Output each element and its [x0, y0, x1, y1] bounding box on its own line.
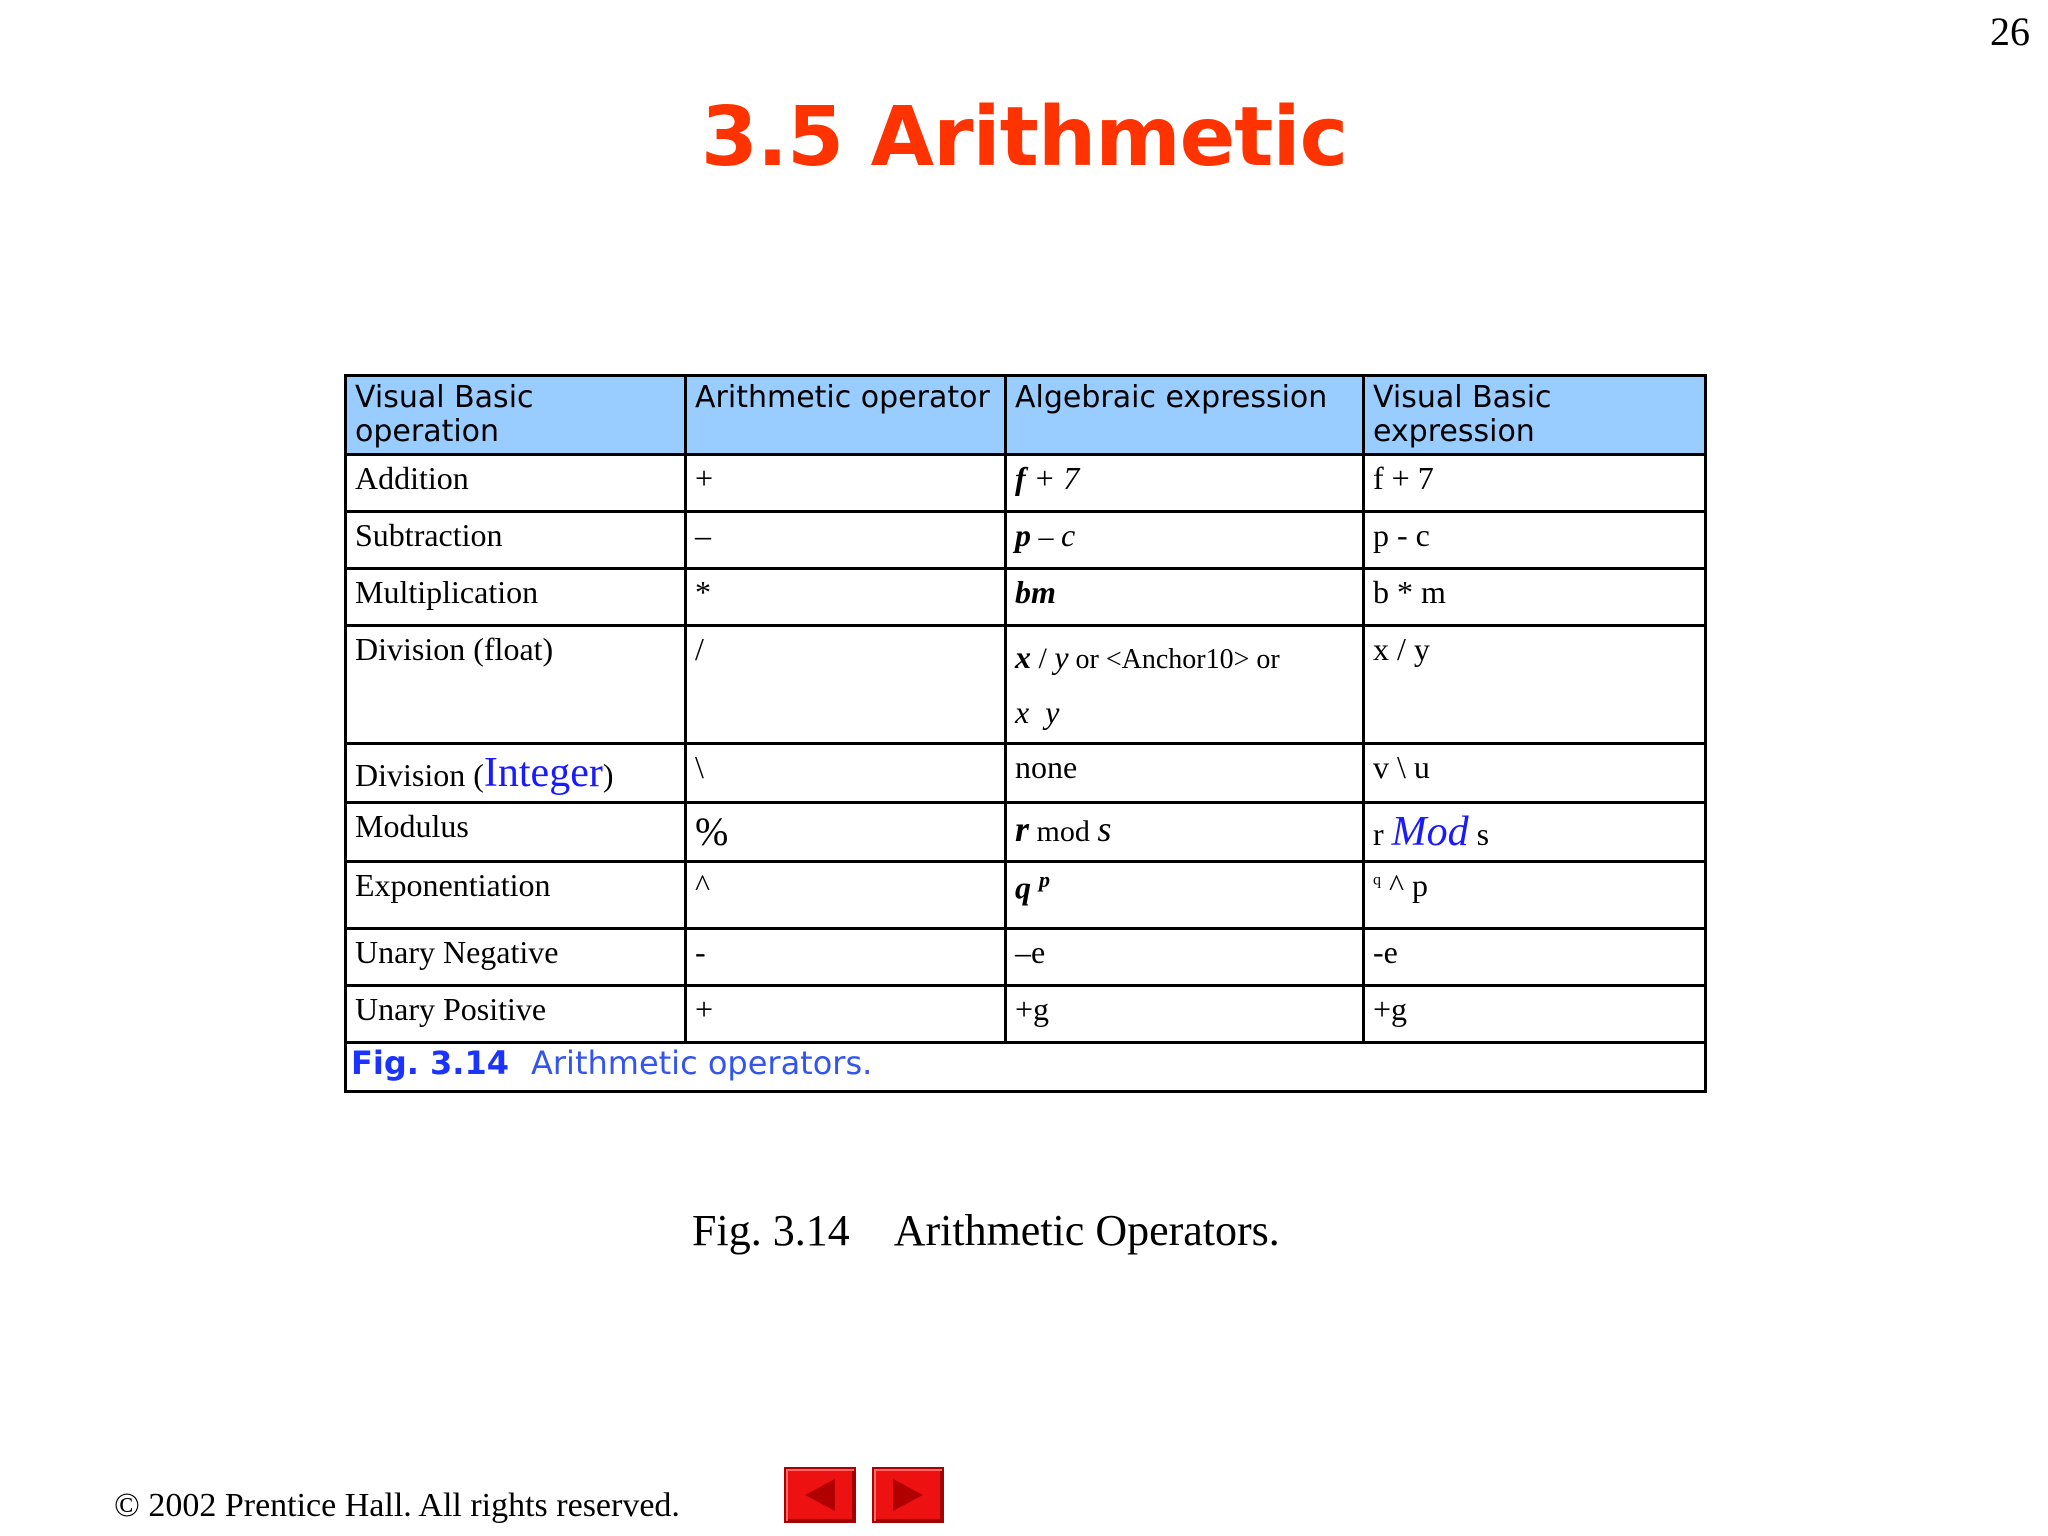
- table-row: [346, 929, 1706, 986]
- header-operation: Visual Basic operation: [346, 376, 686, 455]
- table-caption-row: [346, 1043, 1706, 1092]
- cell-vb-expression: [1364, 862, 1706, 929]
- cell-operator: +: [686, 986, 1006, 1043]
- cell-operation: Subtraction: [346, 512, 686, 569]
- alg-product: bm: [1015, 574, 1056, 610]
- table-caption: [346, 1043, 1706, 1092]
- cell-operation: Exponentiation: [346, 862, 686, 929]
- op-highlight: Integer: [483, 750, 603, 796]
- cell-operation: Unary Positive: [346, 986, 686, 1043]
- alg-val: c: [1061, 517, 1076, 553]
- table-row: [346, 862, 1706, 929]
- vb-sup: q: [1373, 871, 1381, 889]
- cell-operation: Unary Negative: [346, 929, 686, 986]
- previous-slide-button[interactable]: [784, 1467, 856, 1523]
- cell-operator: \: [686, 744, 1006, 803]
- cell-vb-expression: f + 7: [1364, 455, 1706, 512]
- cell-algebraic: [1006, 455, 1364, 512]
- left-arrow-icon: [805, 1479, 835, 1511]
- table-row: [346, 569, 1706, 626]
- alg-or-text: or <Anchor10> or: [1068, 644, 1280, 675]
- cell-algebraic: none: [1006, 744, 1364, 803]
- figure-caption-number: Fig. 3.14: [692, 1206, 850, 1255]
- table-row: [346, 803, 1706, 862]
- alg-var: p: [1015, 517, 1031, 553]
- cell-operator: *: [686, 569, 1006, 626]
- cell-operator: %: [686, 803, 1006, 862]
- cell-operation: Division (float): [346, 626, 686, 744]
- cell-vb-expression: [1364, 803, 1706, 862]
- header-operator: Arithmetic operator: [686, 376, 1006, 455]
- arithmetic-operators-table: [344, 374, 1707, 1093]
- alg-x2: x: [1015, 694, 1030, 730]
- table-caption-text: Arithmetic operators.: [531, 1044, 873, 1082]
- figure-caption: [692, 1205, 1280, 1256]
- table-caption-number: Fig. 3.14: [351, 1044, 509, 1082]
- figure-caption-text: Arithmetic Operators.: [893, 1206, 1280, 1255]
- vb-b: s: [1476, 816, 1490, 852]
- op-suffix: ): [602, 757, 614, 793]
- cell-vb-expression: +g: [1364, 986, 1706, 1043]
- alg-mod: mod: [1029, 815, 1098, 848]
- cell-operation: [346, 744, 686, 803]
- cell-operator: -: [686, 929, 1006, 986]
- cell-operator: –: [686, 512, 1006, 569]
- slide-number: 26: [1990, 9, 2030, 54]
- alg-x: x: [1015, 639, 1031, 675]
- operators-table-container: [344, 374, 1704, 1093]
- table-row: [346, 626, 1706, 744]
- cell-vb-expression: x / y: [1364, 626, 1706, 744]
- alg-power: p: [1039, 867, 1050, 892]
- alg-b: s: [1097, 809, 1112, 849]
- cell-operation: Modulus: [346, 803, 686, 862]
- table-row: [346, 455, 1706, 512]
- cell-operation: Addition: [346, 455, 686, 512]
- vb-mod-keyword: Mod: [1391, 809, 1469, 855]
- cell-algebraic: [1006, 569, 1364, 626]
- header-vb-expression: Visual Basic expression: [1364, 376, 1706, 455]
- cell-operation: Multiplication: [346, 569, 686, 626]
- cell-vb-expression: -e: [1364, 929, 1706, 986]
- right-arrow-icon: [893, 1479, 923, 1511]
- cell-vb-expression: v \ u: [1364, 744, 1706, 803]
- table-header-row: [346, 376, 1706, 455]
- cell-algebraic: [1006, 803, 1364, 862]
- alg-slash: /: [1031, 642, 1055, 675]
- alg-y: y: [1054, 639, 1069, 675]
- alg-y2: y: [1045, 694, 1060, 730]
- vb-a: r: [1373, 816, 1384, 852]
- cell-operator: /: [686, 626, 1006, 744]
- alg-a: r: [1015, 809, 1030, 849]
- next-slide-button[interactable]: [872, 1467, 944, 1523]
- cell-algebraic: [1006, 512, 1364, 569]
- cell-algebraic: +g: [1006, 986, 1364, 1043]
- table-row: [346, 986, 1706, 1043]
- slide-navigation: [784, 1467, 944, 1523]
- header-algebraic: Algebraic expression: [1006, 376, 1364, 455]
- table-row: [346, 744, 1706, 803]
- vb-exp: ^ p: [1389, 867, 1429, 903]
- cell-operator: ^: [686, 862, 1006, 929]
- table-row: [346, 512, 1706, 569]
- alg-val: 7: [1063, 460, 1080, 496]
- cell-algebraic: –e: [1006, 929, 1364, 986]
- slide-title: 3.5 Arithmetic: [700, 90, 1348, 185]
- alg-op: –: [1031, 520, 1061, 553]
- alg-op: +: [1025, 460, 1064, 496]
- alg-base: q: [1015, 869, 1031, 906]
- copyright-footer: © 2002 Prentice Hall. All rights reserved.: [114, 1487, 680, 1524]
- alg-var: f: [1015, 460, 1026, 496]
- cell-algebraic: [1006, 862, 1364, 929]
- cell-algebraic: [1006, 626, 1364, 744]
- cell-vb-expression: b * m: [1364, 569, 1706, 626]
- op-prefix: Division (: [355, 757, 484, 793]
- cell-vb-expression: p - c: [1364, 512, 1706, 569]
- cell-operator: +: [686, 455, 1006, 512]
